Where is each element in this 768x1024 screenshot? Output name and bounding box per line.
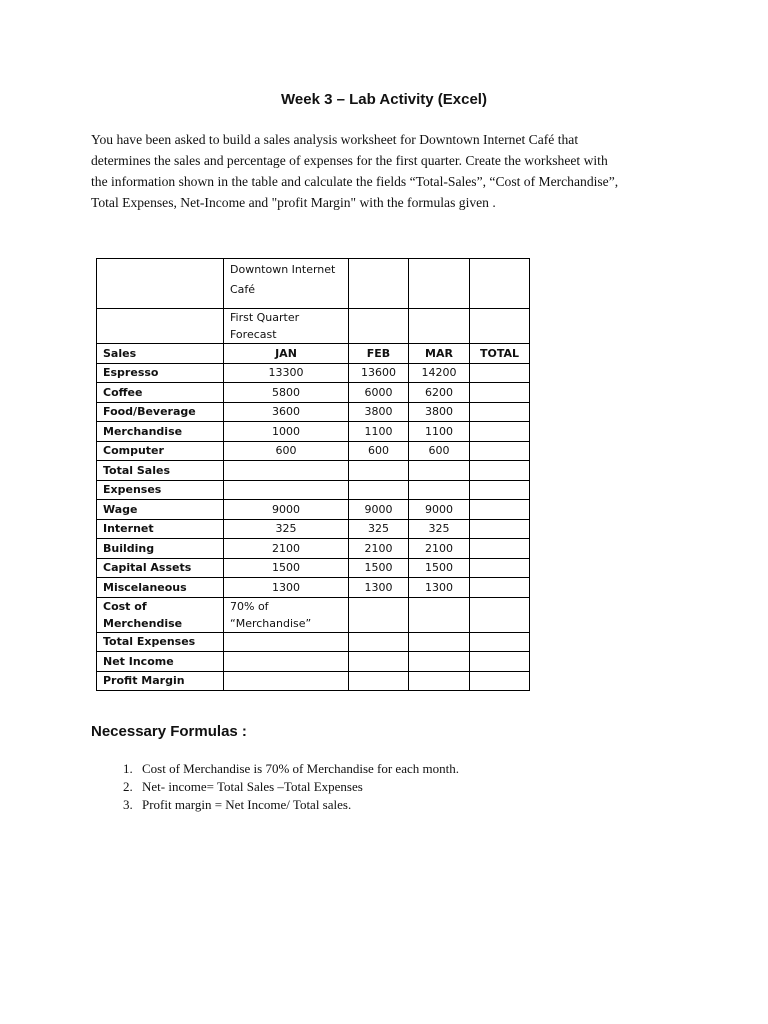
table-row xyxy=(97,597,530,632)
table-row xyxy=(97,632,530,652)
table-row xyxy=(97,461,530,481)
value-cell: 2100 xyxy=(349,539,409,559)
intro-line: the information shown in the table and calculate the fields “Total-Sales”, “Cost of Merchandise”, xyxy=(91,174,619,189)
row-label: Total Sales xyxy=(97,461,224,481)
value-cell xyxy=(470,500,530,520)
value-cell: 600 xyxy=(224,441,349,461)
table-row xyxy=(97,441,530,461)
formulas-list xyxy=(90,760,459,814)
header-cell: JAN xyxy=(224,344,349,364)
table-row xyxy=(97,422,530,442)
subtitle-cell: First Quarter Forecast xyxy=(224,309,349,344)
value-cell xyxy=(224,480,349,500)
row-label: Coffee xyxy=(97,383,224,403)
sales-table xyxy=(96,258,530,691)
cost-note-cell: 70% of “Merchandise” xyxy=(224,597,349,632)
value-cell xyxy=(470,671,530,691)
value-cell: 325 xyxy=(349,519,409,539)
value-cell: 325 xyxy=(224,519,349,539)
value-cell xyxy=(349,652,409,672)
header-row xyxy=(97,344,530,364)
value-cell xyxy=(470,363,530,383)
row-label: Internet xyxy=(97,519,224,539)
value-cell: 1000 xyxy=(224,422,349,442)
value-cell xyxy=(224,632,349,652)
value-cell xyxy=(349,480,409,500)
value-cell: 3600 xyxy=(224,402,349,422)
value-cell xyxy=(470,402,530,422)
table-cell xyxy=(349,309,409,344)
page-title: Week 3 – Lab Activity (Excel) xyxy=(281,91,487,108)
row-label: Miscelaneous xyxy=(97,578,224,598)
table-cell xyxy=(409,309,470,344)
value-cell: 14200 xyxy=(409,363,470,383)
value-cell: 3800 xyxy=(349,402,409,422)
value-cell: 1500 xyxy=(224,558,349,578)
value-cell xyxy=(224,652,349,672)
value-cell: 1100 xyxy=(349,422,409,442)
header-cell: FEB xyxy=(349,344,409,364)
value-cell xyxy=(349,632,409,652)
table-row xyxy=(97,671,530,691)
intro-line: determines the sales and percentage of expenses for the first quarter. Create the worksheet with xyxy=(91,153,608,168)
value-cell xyxy=(409,597,470,632)
value-cell xyxy=(470,632,530,652)
row-label: Profit Margin xyxy=(97,671,224,691)
value-cell: 1100 xyxy=(409,422,470,442)
list-item: 1. Cost of Merchandise is 70% of Merchandise for each month. xyxy=(136,760,459,778)
header-cell: Sales xyxy=(97,344,224,364)
table-row xyxy=(97,480,530,500)
value-cell: 1300 xyxy=(349,578,409,598)
table-cell xyxy=(470,309,530,344)
table-row xyxy=(97,652,530,672)
value-cell: 9000 xyxy=(224,500,349,520)
row-label: Net Income xyxy=(97,652,224,672)
table-row xyxy=(97,500,530,520)
formulas-heading: Necessary Formulas : xyxy=(91,723,247,740)
value-cell xyxy=(409,480,470,500)
value-cell: 9000 xyxy=(409,500,470,520)
value-cell xyxy=(349,671,409,691)
table-cell xyxy=(409,259,470,309)
table-row xyxy=(97,383,530,403)
value-cell xyxy=(224,461,349,481)
table-row xyxy=(97,363,530,383)
intro-line: You have been asked to build a sales analysis worksheet for Downtown Internet Café that xyxy=(91,132,579,147)
table-row xyxy=(97,309,530,344)
value-cell: 6200 xyxy=(409,383,470,403)
row-label: Expenses xyxy=(97,480,224,500)
value-cell xyxy=(470,480,530,500)
header-cell: MAR xyxy=(409,344,470,364)
value-cell: 3800 xyxy=(409,402,470,422)
table-cell xyxy=(97,309,224,344)
value-cell xyxy=(349,597,409,632)
row-label: Total Expenses xyxy=(97,632,224,652)
value-cell: 325 xyxy=(409,519,470,539)
value-cell xyxy=(470,519,530,539)
value-cell xyxy=(409,671,470,691)
value-cell: 1500 xyxy=(349,558,409,578)
value-cell: 1300 xyxy=(409,578,470,598)
row-label: Capital Assets xyxy=(97,558,224,578)
value-cell xyxy=(470,578,530,598)
table-row xyxy=(97,578,530,598)
value-cell xyxy=(470,558,530,578)
table-cell xyxy=(470,259,530,309)
value-cell xyxy=(470,441,530,461)
value-cell: 600 xyxy=(409,441,470,461)
intro-paragraph xyxy=(91,129,691,213)
value-cell xyxy=(470,597,530,632)
header-cell: TOTAL xyxy=(470,344,530,364)
value-cell xyxy=(470,461,530,481)
value-cell xyxy=(349,461,409,481)
row-label: Espresso xyxy=(97,363,224,383)
value-cell: 2100 xyxy=(409,539,470,559)
row-label: Computer xyxy=(97,441,224,461)
company-name-cell: Downtown Internet Café xyxy=(224,259,349,309)
value-cell: 1300 xyxy=(224,578,349,598)
value-cell xyxy=(470,539,530,559)
row-label: Cost of Merchendise xyxy=(97,597,224,632)
table-row xyxy=(97,519,530,539)
row-label: Building xyxy=(97,539,224,559)
value-cell: 13300 xyxy=(224,363,349,383)
value-cell: 5800 xyxy=(224,383,349,403)
value-cell xyxy=(470,652,530,672)
value-cell xyxy=(409,632,470,652)
table-row xyxy=(97,259,530,309)
value-cell: 6000 xyxy=(349,383,409,403)
value-cell xyxy=(409,652,470,672)
value-cell: 13600 xyxy=(349,363,409,383)
intro-line: Total Expenses, Net-Income and "profit Margin" with the formulas given . xyxy=(91,195,496,210)
value-cell xyxy=(470,422,530,442)
value-cell: 9000 xyxy=(349,500,409,520)
list-item: 2. Net- income= Total Sales –Total Expenses xyxy=(136,778,459,796)
table-cell xyxy=(97,259,224,309)
value-cell xyxy=(409,461,470,481)
table-row xyxy=(97,539,530,559)
table-row xyxy=(97,558,530,578)
list-item: 3. Profit margin = Net Income/ Total sales. xyxy=(136,796,459,814)
value-cell: 1500 xyxy=(409,558,470,578)
value-cell xyxy=(224,671,349,691)
table-row xyxy=(97,402,530,422)
value-cell: 2100 xyxy=(224,539,349,559)
row-label: Wage xyxy=(97,500,224,520)
value-cell xyxy=(470,383,530,403)
row-label: Food/Beverage xyxy=(97,402,224,422)
row-label: Merchandise xyxy=(97,422,224,442)
value-cell: 600 xyxy=(349,441,409,461)
table-cell xyxy=(349,259,409,309)
